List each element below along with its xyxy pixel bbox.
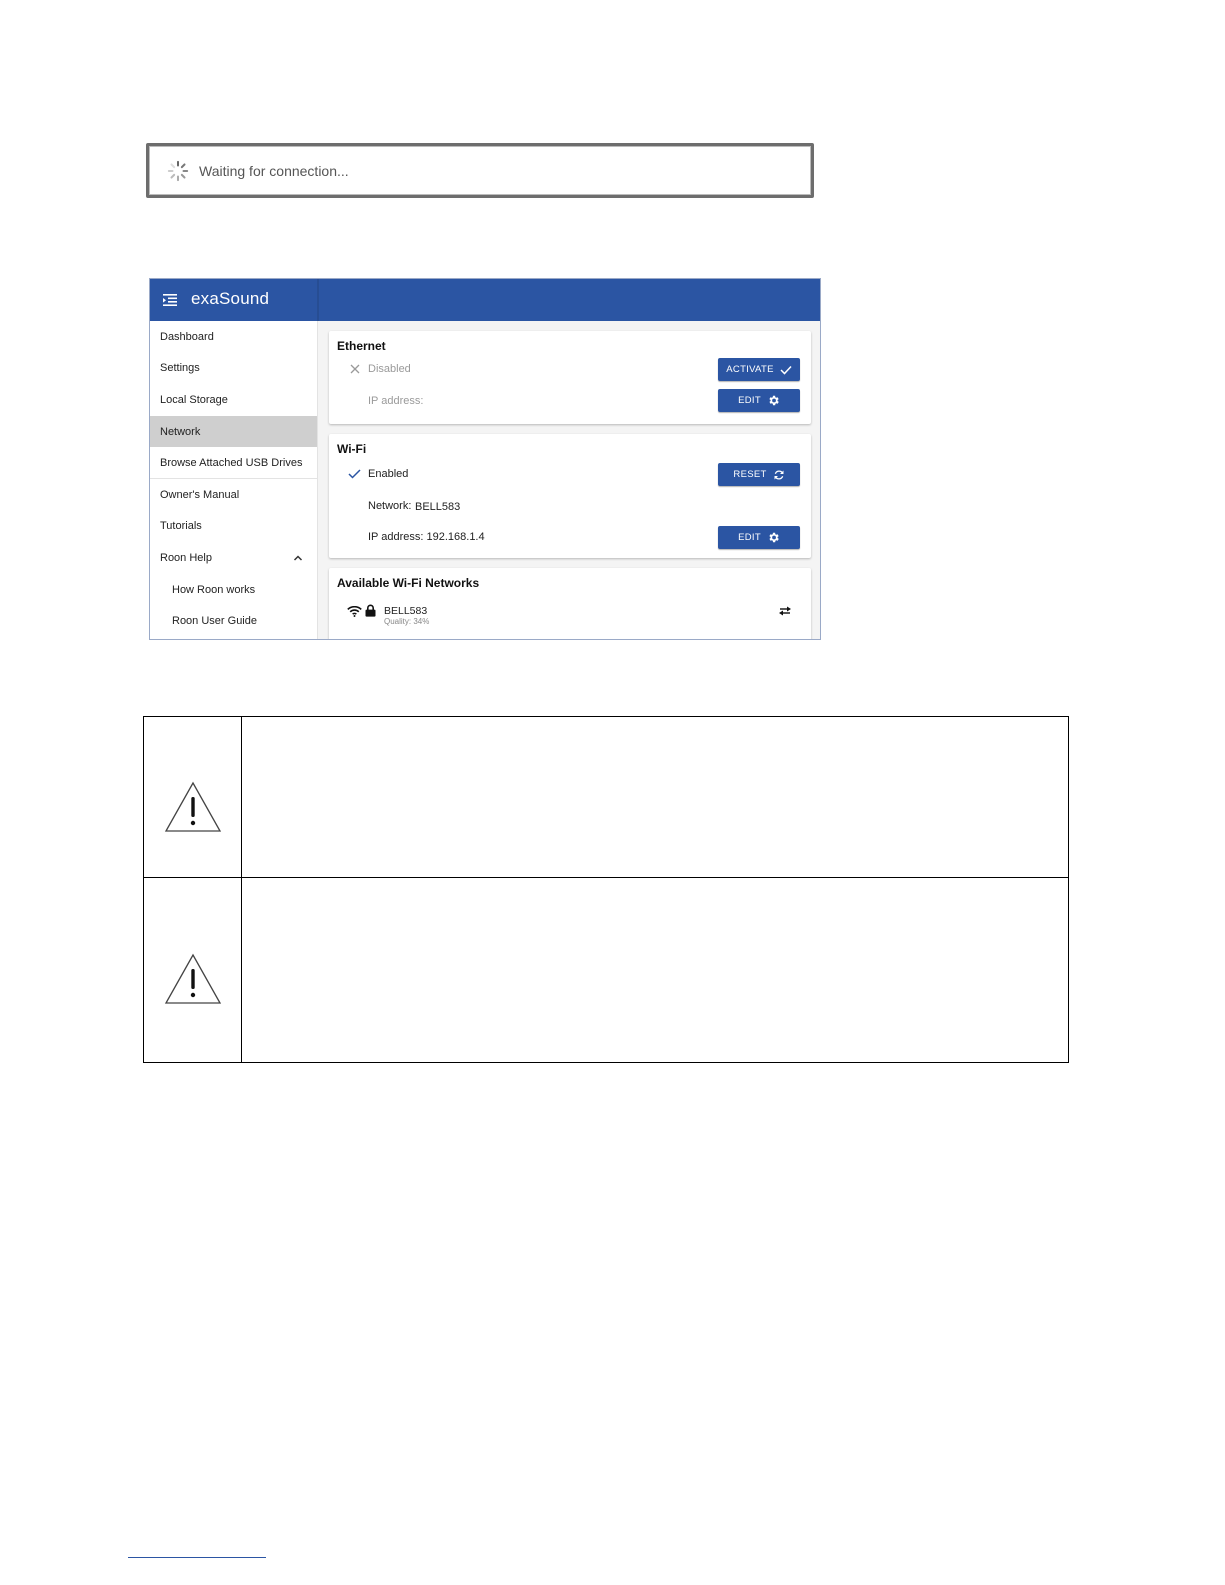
gear-icon [767, 531, 780, 544]
app-brand: exaSound [191, 289, 270, 308]
sidebar-item-how-roon-works[interactable] [150, 574, 317, 606]
close-icon [350, 364, 360, 374]
sidebar-item-label: Browse Attached USB Drives [160, 456, 303, 469]
connect-arrows-icon[interactable] [778, 606, 792, 616]
wifi-title: Wi-Fi [337, 442, 367, 456]
available-networks-title: Available Wi-Fi Networks [337, 576, 480, 590]
main-content [318, 321, 820, 639]
sidebar-item-label: Roon User Guide [172, 615, 257, 628]
ethernet-ip-label: IP address: [368, 395, 424, 407]
refresh-icon [773, 469, 785, 481]
sidebar-item-dashboard[interactable] [150, 321, 317, 353]
warning-triangle-icon [164, 953, 222, 1005]
footnote-separator [128, 1557, 266, 1558]
wifi-status: Enabled [368, 468, 409, 480]
network-name: BELL583 [384, 605, 428, 617]
edit-label: EDIT [738, 395, 761, 406]
ethernet-edit-button[interactable] [718, 389, 800, 412]
sidebar-item-owners-manual[interactable] [150, 479, 317, 511]
reset-label: RESET [733, 469, 767, 480]
warning-table [143, 716, 1069, 1063]
wifi-network-value: BELL583 [415, 501, 461, 513]
gear-icon [767, 394, 780, 407]
sidebar-item-label: Local Storage [160, 393, 228, 406]
sidebar-item-network[interactable] [150, 416, 317, 448]
available-networks-card [329, 568, 811, 640]
check-icon [780, 365, 792, 375]
network-quality: Quality: 34% [384, 617, 430, 626]
sidebar-item-label: Dashboard [160, 330, 214, 343]
ethernet-card [329, 331, 811, 424]
warning-triangle-icon [164, 781, 222, 833]
edit-label: EDIT [738, 532, 761, 543]
appbar-divider [317, 279, 319, 321]
exasound-network-page [149, 278, 821, 640]
wifi-ip-address: IP address: 192.168.1.4 [368, 531, 485, 543]
menu-collapse-icon[interactable] [162, 292, 178, 308]
wifi-card [329, 434, 811, 558]
sidebar-item-roon-user-guide[interactable] [150, 605, 317, 637]
sidebar-item-label: How Roon works [172, 583, 256, 596]
reset-button[interactable] [718, 463, 800, 486]
sidebar-item-label: Network [160, 425, 201, 438]
activate-button[interactable] [718, 358, 800, 381]
wifi-icon [347, 606, 362, 617]
sidebar-item-local-storage[interactable] [150, 384, 317, 416]
connection-status-bar [146, 143, 814, 198]
ethernet-status: Disabled [368, 363, 411, 375]
app-bar [150, 279, 820, 321]
loading-spinner-icon [167, 160, 189, 182]
table-row-divider [144, 877, 1068, 878]
sidebar-item-usb-drives[interactable] [150, 447, 317, 479]
sidebar-item-label: Tutorials [160, 520, 202, 533]
sidebar-item-label: Owner's Manual [160, 488, 240, 501]
check-icon [348, 469, 361, 479]
chevron-up-icon[interactable] [293, 553, 303, 563]
sidebar-item-settings[interactable] [150, 353, 317, 385]
table-column-divider [241, 717, 242, 1062]
activate-label: ACTIVATE [726, 364, 774, 375]
sidebar-item-label: Roon Help [160, 551, 212, 564]
sidebar-item-roon-help[interactable] [150, 542, 317, 574]
waiting-text: Waiting for connection... [199, 162, 349, 179]
wifi-edit-button[interactable] [718, 526, 800, 549]
sidebar-item-tutorials[interactable] [150, 511, 317, 543]
wifi-network-label: Network: [368, 500, 412, 512]
ethernet-title: Ethernet [337, 339, 386, 353]
sidebar-item-label: Settings [160, 362, 200, 375]
lock-icon [365, 604, 376, 617]
sidebar [150, 321, 318, 640]
